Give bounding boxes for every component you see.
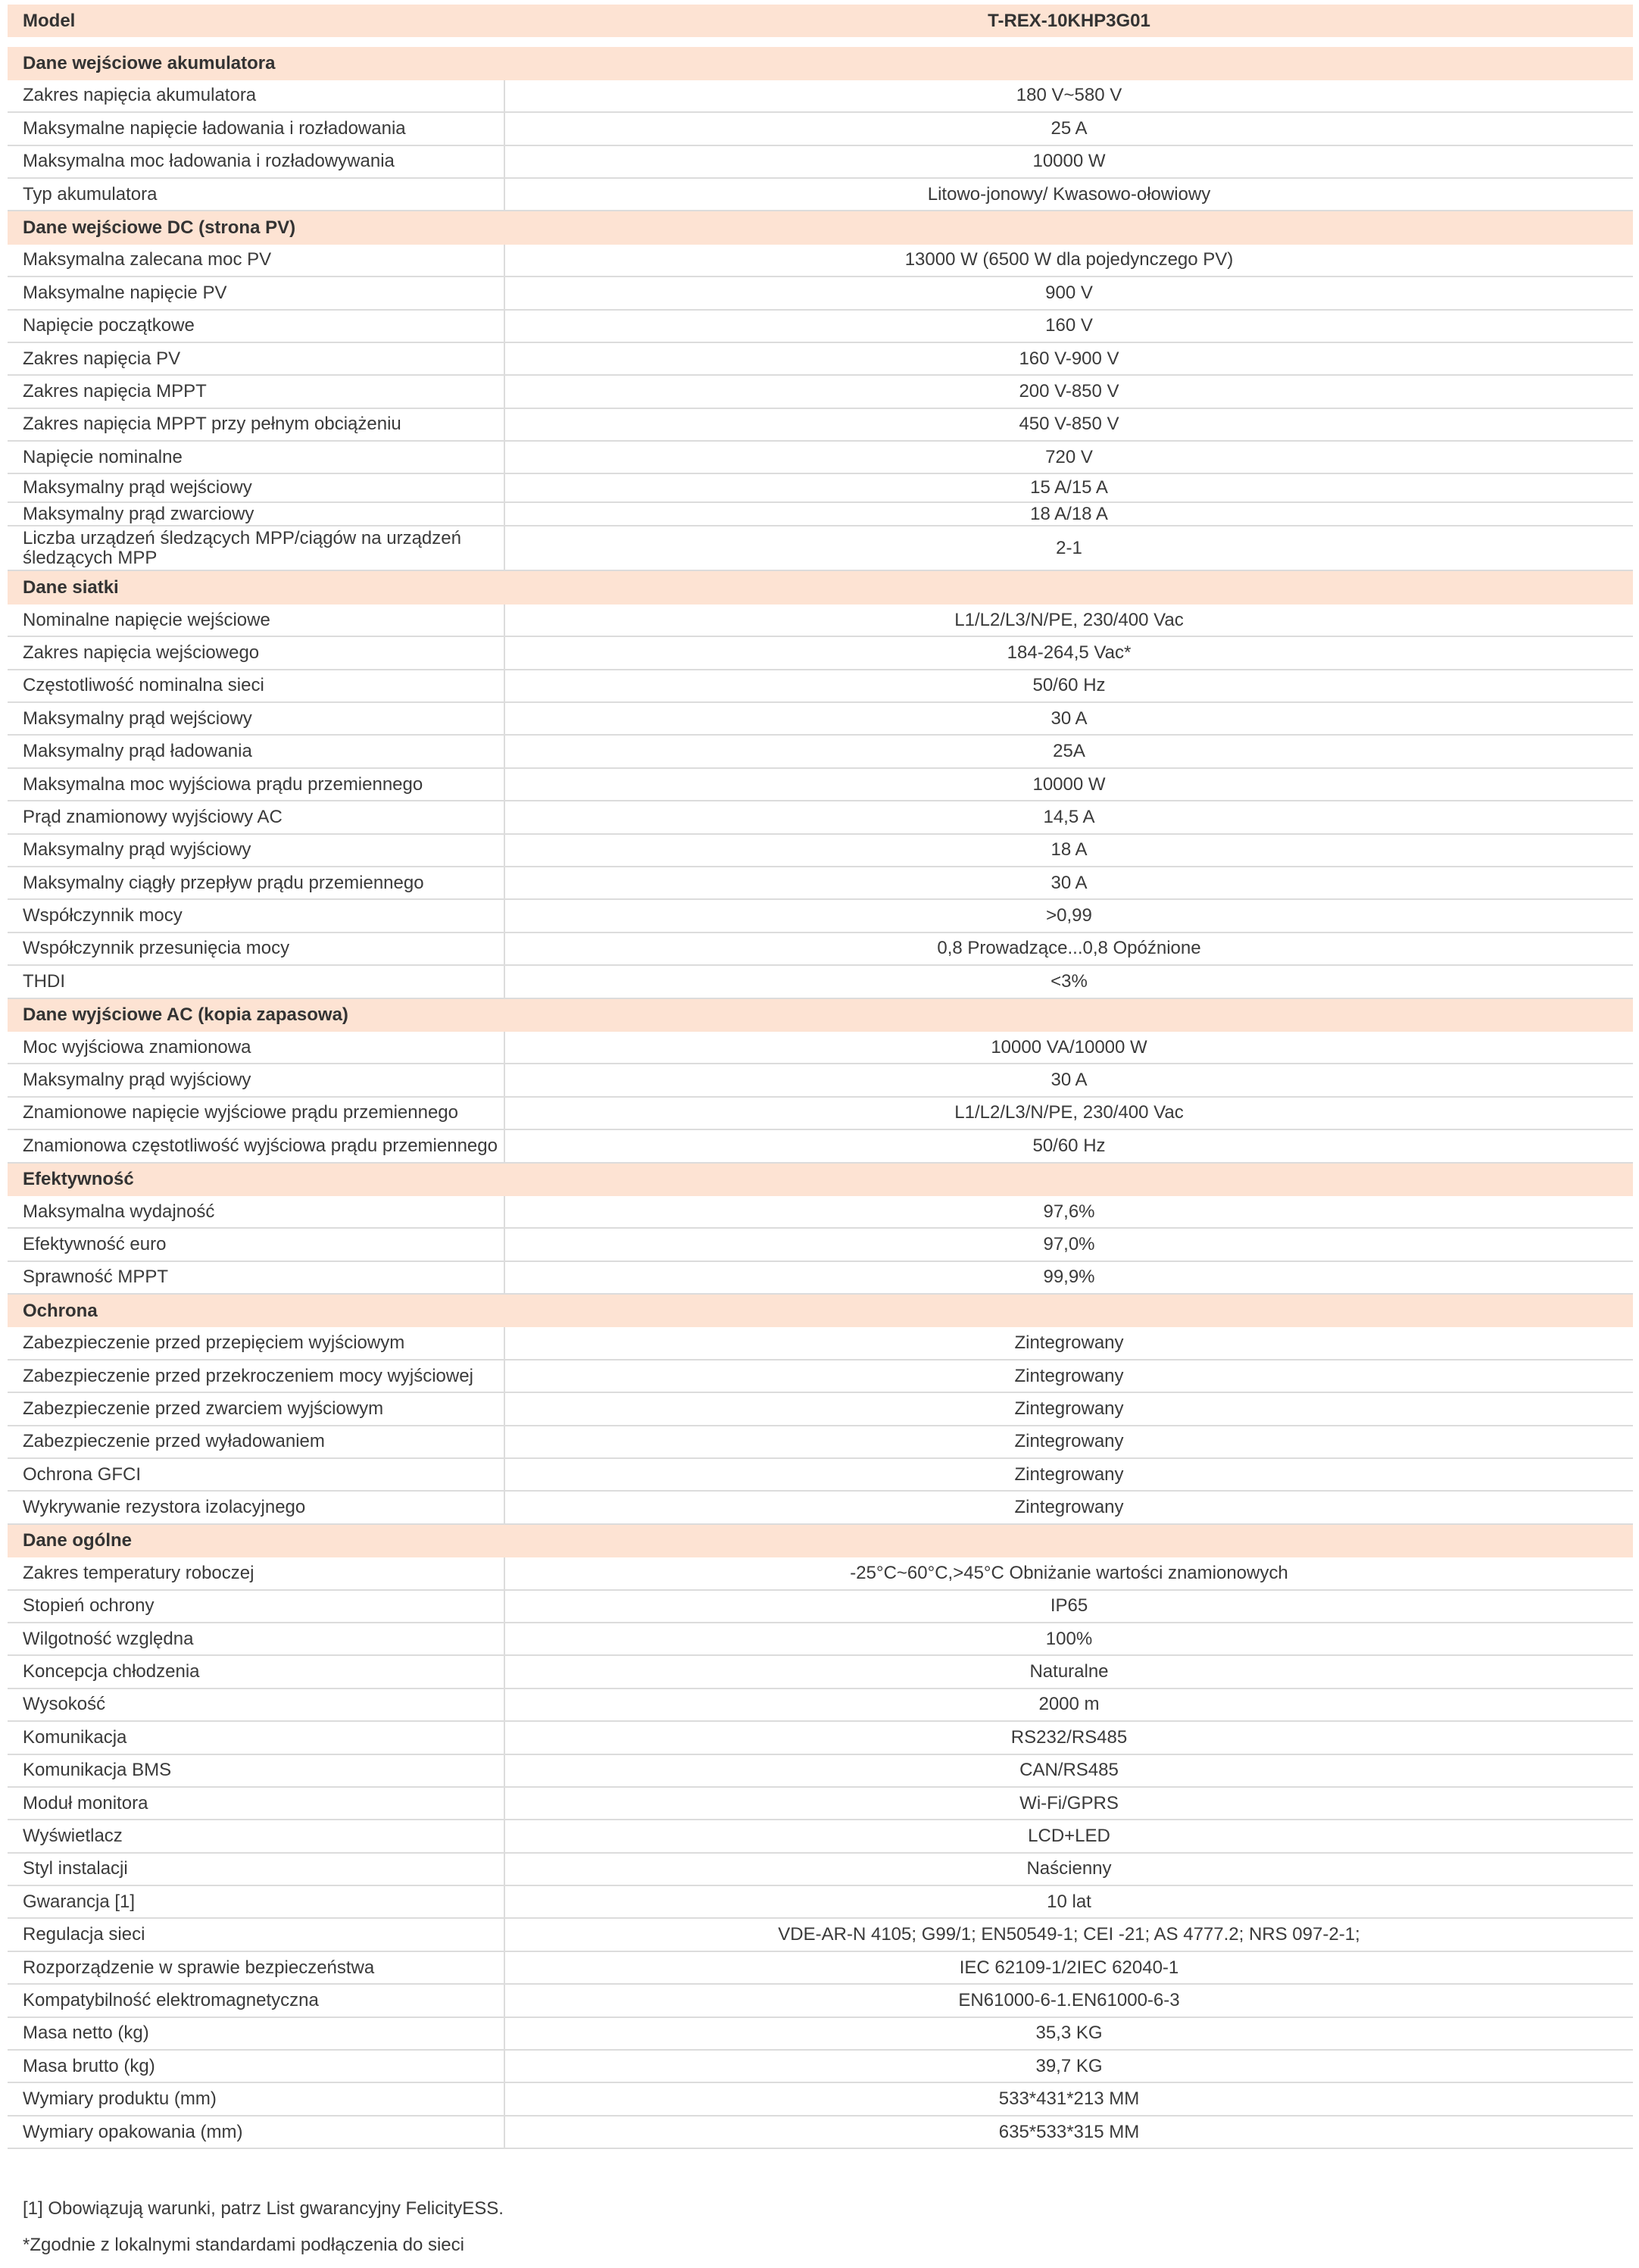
spec-value: IP65: [1050, 1595, 1088, 1617]
spec-label: Zakres napięcia akumulatora: [8, 80, 505, 111]
table-row: [8, 113, 1633, 145]
spec-label: Współczynnik przesunięcia mocy: [8, 933, 505, 964]
spec-label: Maksymalne napięcie ładowania i rozładowania: [8, 113, 505, 144]
spec-value: Naścienny: [1026, 1858, 1112, 1879]
spec-table: [8, 5, 1633, 2149]
table-row: [8, 1854, 1633, 1886]
spec-label: Prąd znamionowy wyjściowy AC: [8, 801, 505, 833]
spec-value: L1/L2/L3/N/PE, 230/400 Vac: [954, 609, 1184, 630]
model-value: T-REX-10KHP3G01: [988, 10, 1150, 31]
table-row: [8, 80, 1633, 113]
table-row: [8, 1196, 1633, 1229]
spec-value: 2000 m: [1038, 1694, 1100, 1715]
spec-value: CAN/RS485: [1019, 1760, 1119, 1781]
spec-label: Częstotliwość nominalna sieci: [8, 670, 505, 701]
spec-value: Wi-Fi/GPRS: [1019, 1792, 1119, 1813]
spec-value: 30 A: [1051, 872, 1088, 893]
spec-value: 18 A/18 A: [1030, 503, 1108, 524]
spec-value: 99,9%: [1043, 1267, 1095, 1288]
spec-value: 13000 W (6500 W dla pojedynczego PV): [904, 249, 1234, 270]
table-row: [8, 1492, 1633, 1524]
table-row: [8, 1130, 1633, 1163]
table-row: [8, 503, 1633, 526]
spec-value: EN61000-6-1.EN61000-6-3: [958, 1989, 1180, 2010]
table-row: [8, 933, 1633, 966]
spec-label: Zakres napięcia PV: [8, 343, 505, 374]
table-row: [8, 179, 1633, 211]
spec-value: 50/60 Hz: [1032, 1135, 1106, 1156]
spec-value: -25°C~60°C,>45°C Obniżanie wartości znamionowych: [850, 1562, 1288, 1583]
spec-label: Napięcie początkowe: [8, 311, 505, 342]
spec-value: 35,3 KG: [1035, 2023, 1103, 2044]
table-row: [8, 900, 1633, 933]
spec-value: 97,6%: [1043, 1201, 1095, 1222]
spec-label: Maksymalny prąd wyjściowy: [8, 1064, 505, 1095]
spec-value: Zintegrowany: [1014, 1398, 1124, 1419]
table-row: [8, 1393, 1633, 1426]
spec-label: Maksymalna moc ładowania i rozładowywania: [8, 146, 505, 177]
spec-value: Naturalne: [1029, 1661, 1109, 1682]
table-row: [8, 2051, 1633, 2083]
section-header: [8, 571, 1633, 604]
spec-value: L1/L2/L3/N/PE, 230/400 Vac: [954, 1102, 1184, 1123]
table-row: [8, 867, 1633, 900]
table-row: [8, 409, 1633, 442]
spec-label: Zakres napięcia wejściowego: [8, 637, 505, 668]
table-row: [8, 442, 1633, 474]
model-label: Model: [23, 10, 76, 31]
spec-value: Litowo-jonowy/ Kwasowo-ołowiowy: [927, 183, 1211, 205]
spec-label: Maksymalny prąd wejściowy: [8, 474, 505, 501]
spec-label: Masa brutto (kg): [8, 2051, 505, 2082]
spec-label: Napięcie nominalne: [8, 442, 505, 473]
section-title: Dane siatki: [23, 577, 119, 598]
footnotes: [23, 2195, 504, 2268]
table-row: [8, 311, 1633, 343]
spec-label: Efektywność euro: [8, 1229, 505, 1260]
spec-label: Maksymalny prąd zwarciowy: [8, 503, 505, 525]
table-row: [8, 277, 1633, 310]
table-row: [8, 526, 1633, 571]
spec-label: Maksymalne napięcie PV: [8, 277, 505, 308]
spec-value: 200 V-850 V: [1019, 380, 1119, 401]
spec-value: 39,7 KG: [1035, 2055, 1103, 2076]
section-header: [8, 999, 1633, 1032]
spec-label: Wymiary produktu (mm): [8, 2083, 505, 2114]
spec-label: Komunikacja BMS: [8, 1755, 505, 1786]
table-row: [8, 2083, 1633, 2116]
model-row: [8, 5, 1633, 37]
spec-label: THDI: [8, 966, 505, 997]
spec-value: LCD+LED: [1028, 1826, 1110, 1846]
table-row: [8, 1788, 1633, 1820]
spec-label: Zabezpieczenie przed wyładowaniem: [8, 1426, 505, 1457]
table-row: [8, 245, 1633, 277]
table-row: [8, 1327, 1633, 1360]
section-title: Ochrona: [23, 1300, 98, 1321]
spec-value: IEC 62109-1/2IEC 62040-1: [959, 1957, 1179, 1978]
spec-label: Kompatybilność elektromagnetyczna: [8, 1985, 505, 2016]
spec-value: 184-264,5 Vac*: [1007, 642, 1132, 663]
spec-label: Zakres temperatury roboczej: [8, 1557, 505, 1589]
spec-value: 10000 W: [1032, 151, 1106, 172]
spec-value: 450 V-850 V: [1019, 414, 1119, 435]
spec-label: Moc wyjściowa znamionowa: [8, 1032, 505, 1063]
section-title: Efektywność: [23, 1169, 134, 1190]
spec-value: Zintegrowany: [1014, 1464, 1124, 1485]
spec-label: Maksymalny prąd wyjściowy: [8, 835, 505, 866]
spec-label: Maksymalny prąd ładowania: [8, 736, 505, 767]
spec-value: 720 V: [1045, 446, 1093, 467]
table-row: [8, 966, 1633, 998]
spec-label: Wykrywanie rezystora izolacyjnego: [8, 1492, 505, 1523]
table-row: [8, 1985, 1633, 2017]
table-row: [8, 604, 1633, 637]
spec-label: Styl instalacji: [8, 1854, 505, 1885]
table-row: [8, 1952, 1633, 1985]
table-row: [8, 1623, 1633, 1656]
spec-value: Zintegrowany: [1014, 1497, 1124, 1518]
spec-label: Wysokość: [8, 1689, 505, 1720]
spec-label: Masa netto (kg): [8, 2018, 505, 2049]
section-title: Dane wyjściowe AC (kopia zapasowa): [23, 1004, 348, 1026]
spec-value: Zintegrowany: [1014, 1431, 1124, 1452]
spec-value: 160 V: [1045, 315, 1093, 336]
spec-value: <3%: [1051, 970, 1088, 992]
section-header: [8, 211, 1633, 244]
spec-value: 2-1: [1056, 537, 1082, 558]
spec-label: Zakres napięcia MPPT: [8, 376, 505, 407]
spec-label: Maksymalna zalecana moc PV: [8, 245, 505, 276]
spec-label: Gwarancja [1]: [8, 1886, 505, 1917]
spec-label: Nominalne napięcie wejściowe: [8, 604, 505, 636]
spec-label: Komunikacja: [8, 1722, 505, 1753]
spec-label: Ochrona GFCI: [8, 1459, 505, 1490]
spec-label: Liczba urządzeń śledzących MPP/ciągów na urządzeń śledzących MPP: [8, 526, 505, 570]
spec-value: Zintegrowany: [1014, 1365, 1124, 1386]
spec-label: Rozporządzenie w sprawie bezpieczeństwa: [8, 1952, 505, 1983]
spec-value: 10 lat: [1047, 1891, 1091, 1912]
spec-label: Maksymalna moc wyjściowa prądu przemiennego: [8, 769, 505, 800]
spec-label: Współczynnik mocy: [8, 900, 505, 931]
spec-value: 180 V~580 V: [1016, 85, 1122, 106]
spec-value: 635*533*315 MM: [998, 2121, 1140, 2142]
spec-label: Regulacja sieci: [8, 1919, 505, 1950]
spec-value: 160 V-900 V: [1019, 348, 1119, 369]
spec-label: Sprawność MPPT: [8, 1262, 505, 1293]
spec-value: 14,5 A: [1043, 806, 1095, 827]
table-row: [8, 376, 1633, 408]
table-row: [8, 474, 1633, 503]
spec-value: 30 A: [1051, 708, 1088, 729]
spec-value: 30 A: [1051, 1070, 1088, 1091]
section-header: [8, 1164, 1633, 1196]
spec-label: Maksymalny prąd wejściowy: [8, 703, 505, 734]
footnote-grid-standards: *Zgodnie z lokalnymi standardami podłączenia do sieci: [23, 2235, 464, 2255]
table-row: [8, 1032, 1633, 1064]
spec-label: Zabezpieczenie przed przepięciem wyjściowym: [8, 1327, 505, 1358]
spec-value: RS232/RS485: [1010, 1726, 1128, 1748]
table-row: [8, 736, 1633, 768]
spec-label: Maksymalny ciągły przepływ prądu przemiennego: [8, 867, 505, 898]
table-row: [8, 703, 1633, 736]
section-header: [8, 47, 1633, 80]
spec-label: Moduł monitora: [8, 1788, 505, 1819]
spec-label: Maksymalna wydajność: [8, 1196, 505, 1227]
table-row: [8, 1919, 1633, 1951]
spec-label: Wyświetlacz: [8, 1820, 505, 1851]
spec-label: Koncepcja chłodzenia: [8, 1656, 505, 1687]
table-row: [8, 1064, 1633, 1097]
spec-label: Zabezpieczenie przed przekroczeniem mocy wyjściowej: [8, 1360, 505, 1392]
table-row: [8, 146, 1633, 179]
spec-value: 18 A: [1051, 839, 1088, 861]
table-row: [8, 1755, 1633, 1788]
table-row: [8, 1656, 1633, 1689]
spec-value: 533*431*213 MM: [998, 2088, 1140, 2110]
spec-value: 15 A/15 A: [1030, 477, 1108, 498]
spec-value: 10000 W: [1032, 773, 1106, 795]
spec-label: Typ akumulatora: [8, 179, 505, 210]
spec-label: Wymiary opakowania (mm): [8, 2116, 505, 2148]
table-row: [8, 1722, 1633, 1754]
table-row: [8, 637, 1633, 670]
table-row: [8, 1360, 1633, 1393]
spec-value: 50/60 Hz: [1032, 675, 1106, 696]
table-row: [8, 1098, 1633, 1130]
section-header: [8, 1525, 1633, 1557]
spec-value: Zintegrowany: [1014, 1332, 1124, 1354]
spec-value: 25A: [1053, 741, 1085, 762]
spec-label: Stopień ochrony: [8, 1591, 505, 1622]
table-row: [8, 2116, 1633, 2149]
spec-label: Wilgotność względna: [8, 1623, 505, 1654]
table-row: [8, 343, 1633, 376]
table-row: [8, 1459, 1633, 1492]
table-row: [8, 1229, 1633, 1261]
spec-value: 10000 VA/10000 W: [991, 1036, 1147, 1057]
spec-value: 100%: [1045, 1628, 1093, 1649]
table-row: [8, 1557, 1633, 1590]
table-row: [8, 1262, 1633, 1295]
table-row: [8, 1426, 1633, 1459]
section-title: Dane wejściowe akumulatora: [23, 53, 276, 74]
spec-label: Znamionowa częstotliwość wyjściowa prądu przemiennego: [8, 1130, 505, 1161]
spec-value: VDE-AR-N 4105; G99/1; EN50549-1; CEI -21; AS 4777.2; NRS 097-2-1;: [778, 1924, 1360, 1945]
footnote-warranty: [1] Obowiązują warunki, patrz List gwarancyjny FelicityESS.: [23, 2198, 504, 2219]
spec-label: Znamionowe napięcie wyjściowe prądu przemiennego: [8, 1098, 505, 1129]
spec-value: >0,99: [1046, 905, 1092, 926]
section-header: [8, 1295, 1633, 1327]
table-row: [8, 670, 1633, 703]
section-title: Dane wejściowe DC (strona PV): [23, 217, 296, 239]
spec-value: 0,8 Prowadzące...0,8 Opóźnione: [937, 938, 1201, 959]
table-row: [8, 1689, 1633, 1722]
table-row: [8, 769, 1633, 801]
spec-label: Zakres napięcia MPPT przy pełnym obciążeniu: [8, 409, 505, 440]
table-row: [8, 1591, 1633, 1623]
table-row: [8, 1820, 1633, 1853]
spec-value: 25 A: [1051, 117, 1088, 139]
spec-value: 97,0%: [1043, 1233, 1095, 1254]
table-row: [8, 801, 1633, 834]
spec-value: 900 V: [1045, 282, 1093, 303]
table-row: [8, 1886, 1633, 1919]
table-row: [8, 2018, 1633, 2051]
table-row: [8, 835, 1633, 867]
spec-label: Zabezpieczenie przed zwarciem wyjściowym: [8, 1393, 505, 1424]
section-title: Dane ogólne: [23, 1530, 133, 1551]
